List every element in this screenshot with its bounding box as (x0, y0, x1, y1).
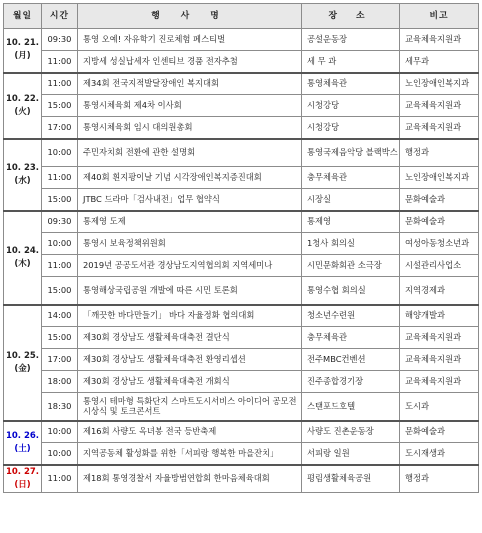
place-cell: 충무체육관 (302, 327, 400, 349)
day-of-week-label: (金) (14, 363, 31, 374)
date-cell (4, 73, 42, 139)
note-cell: 문화예술과 (400, 211, 479, 233)
day-of-week-label: (木) (14, 258, 31, 269)
event-cell: 제40회 흰지팡이날 기념 시각장애인복지증진대회 (78, 167, 302, 189)
time-cell: 15:00 (42, 277, 78, 305)
schedule-row (4, 421, 479, 443)
time-cell: 11:00 (42, 51, 78, 73)
place-cell: 충무체육관 (302, 167, 400, 189)
day-of-week-label: (火) (14, 106, 31, 117)
note-cell: 행정과 (400, 139, 479, 167)
note-cell: 교육체육지원과 (400, 327, 479, 349)
time-cell: 11:00 (42, 465, 78, 493)
event-cell: 통영시체육회 제4차 이사회 (78, 95, 302, 117)
note-cell: 시설관리사업소 (400, 255, 479, 277)
event-cell: 지방세 성실납세자 인센티브 경품 전자추첨 (78, 51, 302, 73)
day-of-week-label: (月) (14, 51, 31, 62)
event-schedule-table (3, 3, 479, 493)
time-cell: 10:00 (42, 233, 78, 255)
time-cell: 17:00 (42, 117, 78, 139)
header-event: 행 사 명 (78, 4, 302, 29)
time-cell: 11:00 (42, 167, 78, 189)
place-cell: 청소년수련원 (302, 305, 400, 327)
note-cell: 행정과 (400, 465, 479, 493)
event-cell: 통영시 보육정책위원회 (78, 233, 302, 255)
header-place: 장 소 (302, 4, 400, 29)
date-label: 10. 24. (5, 245, 40, 256)
event-cell: 제16회 사량도 옥녀봉 전국 등반축제 (78, 421, 302, 443)
time-cell: 10:00 (42, 421, 78, 443)
schedule-row (4, 233, 479, 255)
schedule-row (4, 167, 479, 189)
event-cell: 통영해상국립공원 개발에 따른 시민 토론회 (78, 277, 302, 305)
schedule-row (4, 327, 479, 349)
schedule-body (4, 29, 479, 493)
event-cell: 통영시체육회 임시 대의원총회 (78, 117, 302, 139)
event-cell: 통영시 테마형 특화단지 스마트도시서비스 아이디어 공모전 시상식 및 토크콘서트 (78, 393, 302, 421)
schedule-row (4, 255, 479, 277)
time-cell: 15:00 (42, 189, 78, 211)
date-label: 10. 27. (5, 466, 40, 477)
date-label: 10. 26. (5, 430, 40, 441)
time-cell: 14:00 (42, 305, 78, 327)
note-cell: 문화예술과 (400, 189, 479, 211)
time-cell: 10:00 (42, 139, 78, 167)
time-cell: 11:00 (42, 73, 78, 95)
schedule-row (4, 305, 479, 327)
schedule-row (4, 51, 479, 73)
place-cell: 서피랑 일원 (302, 443, 400, 465)
time-cell: 15:00 (42, 327, 78, 349)
schedule-row (4, 277, 479, 305)
place-cell: 시민문화회관 소극장 (302, 255, 400, 277)
place-cell: 스탠포드호텔 (302, 393, 400, 421)
date-cell (4, 211, 42, 305)
note-cell: 교육체육지원과 (400, 95, 479, 117)
place-cell: 통영수협 회의실 (302, 277, 400, 305)
event-cell: 제18회 통영경찰서 자율방범연합회 한마음체육대회 (78, 465, 302, 493)
note-cell: 세무과 (400, 51, 479, 73)
place-cell: 시청강당 (302, 117, 400, 139)
event-cell: 제30회 경상남도 생활체육대축전 환영리셉션 (78, 349, 302, 371)
time-cell: 17:00 (42, 349, 78, 371)
schedule-row (4, 95, 479, 117)
schedule-row (4, 29, 479, 51)
note-cell: 교육체육지원과 (400, 117, 479, 139)
place-cell: 전주MBC컨벤션 (302, 349, 400, 371)
place-cell: 시청강당 (302, 95, 400, 117)
note-cell: 교육체육지원과 (400, 29, 479, 51)
note-cell: 노인장애인복지과 (400, 73, 479, 95)
note-cell: 도시과 (400, 393, 479, 421)
note-cell: 해양개발과 (400, 305, 479, 327)
schedule-row (4, 117, 479, 139)
note-cell: 여성아동청소년과 (400, 233, 479, 255)
event-cell: 지역공동체 활성화를 위한「서피랑 행복한 마을잔치」 (78, 443, 302, 465)
place-cell: 1청사 회의실 (302, 233, 400, 255)
note-cell: 교육체육지원과 (400, 371, 479, 393)
place-cell: 세 무 과 (302, 51, 400, 73)
date-cell (4, 139, 42, 211)
place-cell: 공설운동장 (302, 29, 400, 51)
date-cell (4, 305, 42, 421)
schedule-row (4, 349, 479, 371)
day-of-week-label: (水) (14, 175, 31, 186)
event-cell: 「깨끗한 바다만들기」 바다 자율정화 협의대회 (78, 305, 302, 327)
date-cell (4, 29, 42, 73)
schedule-row (4, 443, 479, 465)
note-cell: 지역경제과 (400, 277, 479, 305)
schedule-row (4, 189, 479, 211)
date-label: 10. 23. (5, 162, 40, 173)
header-time: 시간 (42, 4, 78, 29)
schedule-row (4, 211, 479, 233)
date-label: 10. 22. (5, 93, 40, 104)
time-cell: 15:00 (42, 95, 78, 117)
note-cell: 교육체육지원과 (400, 349, 479, 371)
event-cell: 제30회 경상남도 생활체육대축전 결단식 (78, 327, 302, 349)
schedule-row (4, 465, 479, 493)
schedule-row (4, 73, 479, 95)
place-cell: 평림생활체육공원 (302, 465, 400, 493)
note-cell: 노인장애인복지과 (400, 167, 479, 189)
time-cell: 10:00 (42, 443, 78, 465)
schedule-row (4, 139, 479, 167)
event-cell: 통영 오예! 자유학기 진로체험 페스티벌 (78, 29, 302, 51)
header-note: 비고 (400, 4, 479, 29)
time-cell: 11:00 (42, 255, 78, 277)
place-cell: 통제영 (302, 211, 400, 233)
date-cell (4, 421, 42, 465)
place-cell: 진주종합경기장 (302, 371, 400, 393)
event-cell: 주민자치회 전환에 관한 설명회 (78, 139, 302, 167)
header-row (4, 4, 479, 29)
time-cell: 18:30 (42, 393, 78, 421)
schedule-row (4, 371, 479, 393)
place-cell: 통영국제음악당 블랙박스 (302, 139, 400, 167)
note-cell: 도시재생과 (400, 443, 479, 465)
date-cell (4, 465, 42, 493)
time-cell: 18:00 (42, 371, 78, 393)
event-cell: 통제영 도제 (78, 211, 302, 233)
event-cell: 제34회 전국지적발달장애인 복지대회 (78, 73, 302, 95)
day-of-week-label: (日) (14, 479, 31, 490)
event-cell: 2019년 공공도서관 경상남도지역협의회 지역세미나 (78, 255, 302, 277)
note-cell: 문화예술과 (400, 421, 479, 443)
place-cell: 시장실 (302, 189, 400, 211)
day-of-week-label: (土) (14, 443, 31, 454)
event-cell: 제30회 경상남도 생활체육대축전 개회식 (78, 371, 302, 393)
time-cell: 09:30 (42, 211, 78, 233)
date-label: 10. 25. (5, 350, 40, 361)
place-cell: 통영체육관 (302, 73, 400, 95)
date-label: 10. 21. (5, 38, 40, 49)
event-cell: JTBC 드라마「검사내전」업무 협약식 (78, 189, 302, 211)
header-date: 월일 (4, 4, 42, 29)
time-cell: 09:30 (42, 29, 78, 51)
place-cell: 사량도 진촌운동장 (302, 421, 400, 443)
schedule-row (4, 393, 479, 421)
